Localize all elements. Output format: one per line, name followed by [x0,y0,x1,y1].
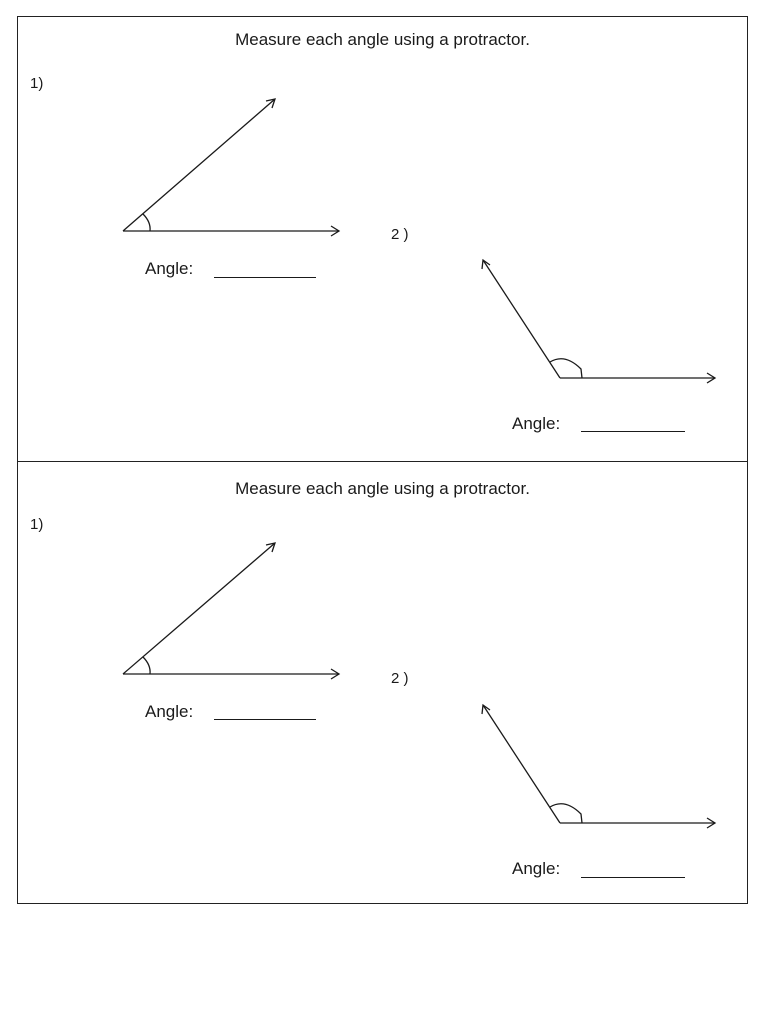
worksheet-section-2 [18,462,747,906]
angle-ray-diagonal [123,543,275,674]
worksheet-title: Measure each angle using a protractor. [235,479,530,498]
problem-number-2: 2 ) [391,226,409,243]
angle-answer-label-1: Angle: [145,259,194,278]
angle-answer-blank-2[interactable] [581,877,685,878]
angle-diagrams [18,462,749,906]
angle-arc [550,359,582,378]
problem-number-1: 1) [30,516,44,533]
problem-number-1: 1) [30,75,44,92]
worksheet-page [17,16,748,904]
angle-arc [550,804,582,823]
angle-answer-label-1: Angle: [145,702,194,721]
angle-answer-label-2: Angle: [512,414,561,433]
angle-arc [143,657,150,674]
acute-angle-figure [123,543,339,679]
obtuse-angle-figure [482,260,715,383]
problem-number-2: 2 ) [391,670,409,687]
acute-angle-figure [123,99,339,236]
angle-arc [143,214,150,231]
angle-ray-diagonal [123,99,275,231]
obtuse-angle-figure [482,705,715,828]
angle-diagrams [18,17,749,461]
worksheet-title: Measure each angle using a protractor. [235,30,530,49]
angle-answer-blank-2[interactable] [581,431,685,432]
angle-answer-label-2: Angle: [512,859,561,878]
angle-answer-blank-1[interactable] [214,719,316,720]
worksheet-section-1 [18,17,747,461]
angle-answer-blank-1[interactable] [214,277,316,278]
angle-ray-diagonal [483,705,560,823]
angle-ray-diagonal [483,260,560,378]
